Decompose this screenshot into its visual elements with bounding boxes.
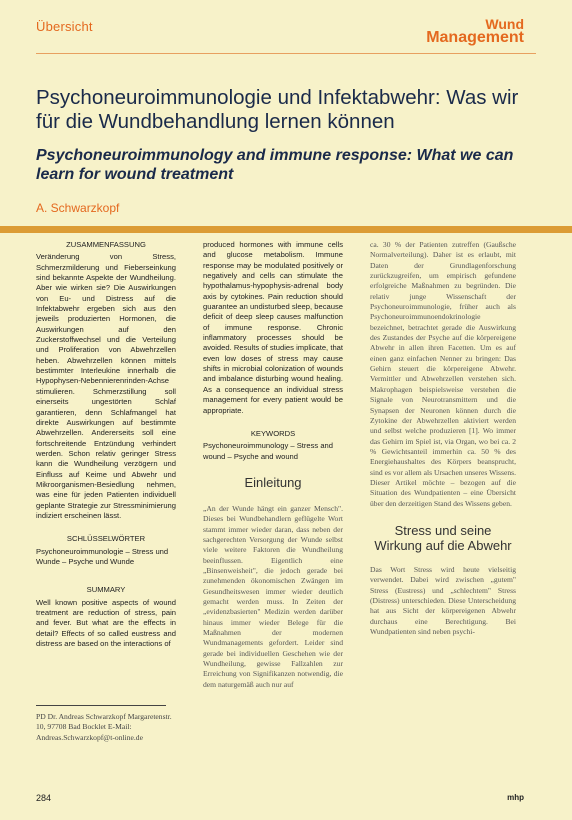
introduction-text-part1: „An der Wunde hängt ein ganzer Mensch". Dieses bei Wundbehandlern geflügelte Wort stammt immer wieder daran, dass neben der sachgerechten Versorgung der Wunde selbst viele weitere Faktoren die Wundheilung beeinflussen. Eigentlich eine „Binsenweisheit", die jedoch gerade bei zunehmenden ökonomischen Zwängen im Gesundheitswesen immer wieder deutlich gemacht werden muss. In Zeiten der „evidenzbasierten" Medizin werden darüber hinaus immer wieder Belege für die Maßnahmen der modernen Wundmanagements gefordert. Leider sind gerade bei individuellen Geschehen wie der Wundheilung, gewisse Fallzahlen zur Erreichung von Signifikanzen notwendig, die dem naturgemäß auch nur auf — [203, 503, 343, 689]
journal-logo — [426, 17, 524, 45]
stress-section-text: Das Wort Stress wird heute vielseitig verwendet. Dabei wird zwischen „gutem" Stress (Eustress) und „schlechtem" Stress (Distress) unterschieden. Diese Unterscheidung hat aus Sicht der körpereigenen Abwehr durchaus eine Berechtigung. Bei Wundpatienten sind neben psychi- — [370, 564, 516, 636]
column-2 — [203, 240, 343, 690]
logo-line-1: Wund — [485, 16, 524, 32]
page-number: 284 — [36, 793, 52, 803]
publisher-logo: mhp — [507, 793, 524, 802]
keywords-en-text: Psychoneuroimmunology – Stress and wound – Psyche and wound — [203, 441, 334, 461]
header-divider — [36, 53, 536, 54]
article-title: Psychoneuroimmunologie und Infektabwehr: Was wir für die Wundbehandlung lernen können — [36, 86, 519, 133]
article-author: A. Schwarzkopf — [36, 201, 120, 215]
summary-en-text-part1: Well known positive aspects of wound treatment are reduction of stress, pain and fever. But what are the effects in detail? Effects of so called eustress and distress are based on the interactions of — [36, 597, 176, 649]
section-heading-introduction: Einleitung — [244, 474, 302, 490]
author-address: PD Dr. Andreas Schwarzkopf Margaretenstr. 10, 97708 Bad Bocklet E-Mail: Andreas.Schwarzkopf@t-online.de — [36, 712, 172, 742]
summary-en-text-part2: produced hormones with immune cells and glucose metabolism. Immune response may be modulated positively or negatively and cells can stimulate the hypothalamus-hypophysis-adrenal body axis by cytokines. Pain reduction should guarantee an undisturbed sleep, because deficit of deep sleep causes malfunction of immune response. Chronic inflammatory processes should be avoided. Results of studies implicate, that even low doses of stress may cause shifts in microbial colonization of wounds and imbalance disturbing wound healing. As a consequence an individual stress management for every patient would be appropriate. — [203, 240, 343, 415]
article-subtitle: Psychoneuroimmunology and immune response: What we can learn for wound treatment — [36, 147, 514, 183]
section-label: Übersicht — [36, 19, 93, 34]
abstract-de-heading: ZUSAMMENFASSUNG — [66, 240, 146, 249]
column-3 — [370, 240, 516, 637]
section-heading-stress: Stress und seine Wirkung auf die Abwehr — [374, 522, 512, 553]
keywords-en-heading: KEYWORDS — [250, 428, 296, 438]
title-band — [0, 226, 572, 233]
abstract-de-text: Veränderung von Stress, Schmerzmilderung und Fieberseinkung sind bekannte Aspekte der Wundheilung. Aber wie wirken sie? Die Auswirkungen von Eu- und Distress auf die Infektabwehr ergeben sich aus den jeweils produzierten Hormonen, die Auswirkungen auf den Zuckerstoffwechsel und die Verteilung und Proliferation von Abwehrzellen heben. Abwehrzellen können mittels bestimmter Interleukine innerhalb die Hypophysen-Nebennierenrinden-Achse stimulieren. Schmerzstillung soll einerseits ungestörten Schlaf garantieren, denn Schlafmangel hat direkte Auswirkungen auf bestimmte Abwehrzellen. Andererseits soll eine fortschreitende Entzündung verhindert werden. Schon relativ geringer Stress kann die Wundheilung verzögern und Einfluss auf Keime und Abwehr und Mikroorganismen-Besiedlung nehmen, was eine für jeden Patienten individuell geplante Strategie zur Stressminimierung indiziert erscheinen lässt. — [36, 252, 176, 520]
column-1 — [36, 240, 176, 662]
logo-line-2: Management — [426, 29, 524, 46]
introduction-text-part2: ca. 30 % der Patienten zutreffen (Gaußsche Normalverteilung). Daher ist es erlaubt, mit Daten der Grundlagenforschung zurückzugreifen, um empirisch gefundene erfolgreiche Maßnahmen zu begründen. Die relativ junge Wissenschaft der Psychoneuroimmunologie, früher auch als Psychoneuroimmunoendokrinologie bezeichnet, betrachtet gerade die Auswirkung des Zustandes der Psyche auf die körpereigene Abwehr in allen ihren Facetten. Um es auf einen ganz einfachen Nenner zu bringen: Das Gehirn steuert die körpereigene Abwehr. Vermittler und Abwehrzellen verstehen sich. Makrophagen beispielsweise verstehen die Signale von Neurotransmittern und die Synapsen der Neuronen können durch die Zytokine der Abwehrzellen aktiviert werden und selbst welche produzieren [1]. Wo immer das Gehirn im Spiel ist, via Organ, wo bei ca. 2 % Gewichtsanteil immerhin ca. 50 % des Energiehaushaltes des Körpers beansprucht, sind es vor allem als Ursachen unseres Wissens. Dieser Artikel möchte – bezogen auf die Situation des Wundpatienten – eine Übersicht über den derzeitigen Stand des Wissens geben. — [370, 240, 516, 508]
summary-en-heading: SUMMARY — [86, 585, 126, 595]
keywords-de-heading: SCHLÜSSELWÖRTER — [66, 534, 146, 544]
keywords-de-text: Psychoneuroimmunologie – Stress und Wunde – Psyche und Wunde — [36, 546, 169, 566]
footnote-divider — [36, 705, 166, 706]
